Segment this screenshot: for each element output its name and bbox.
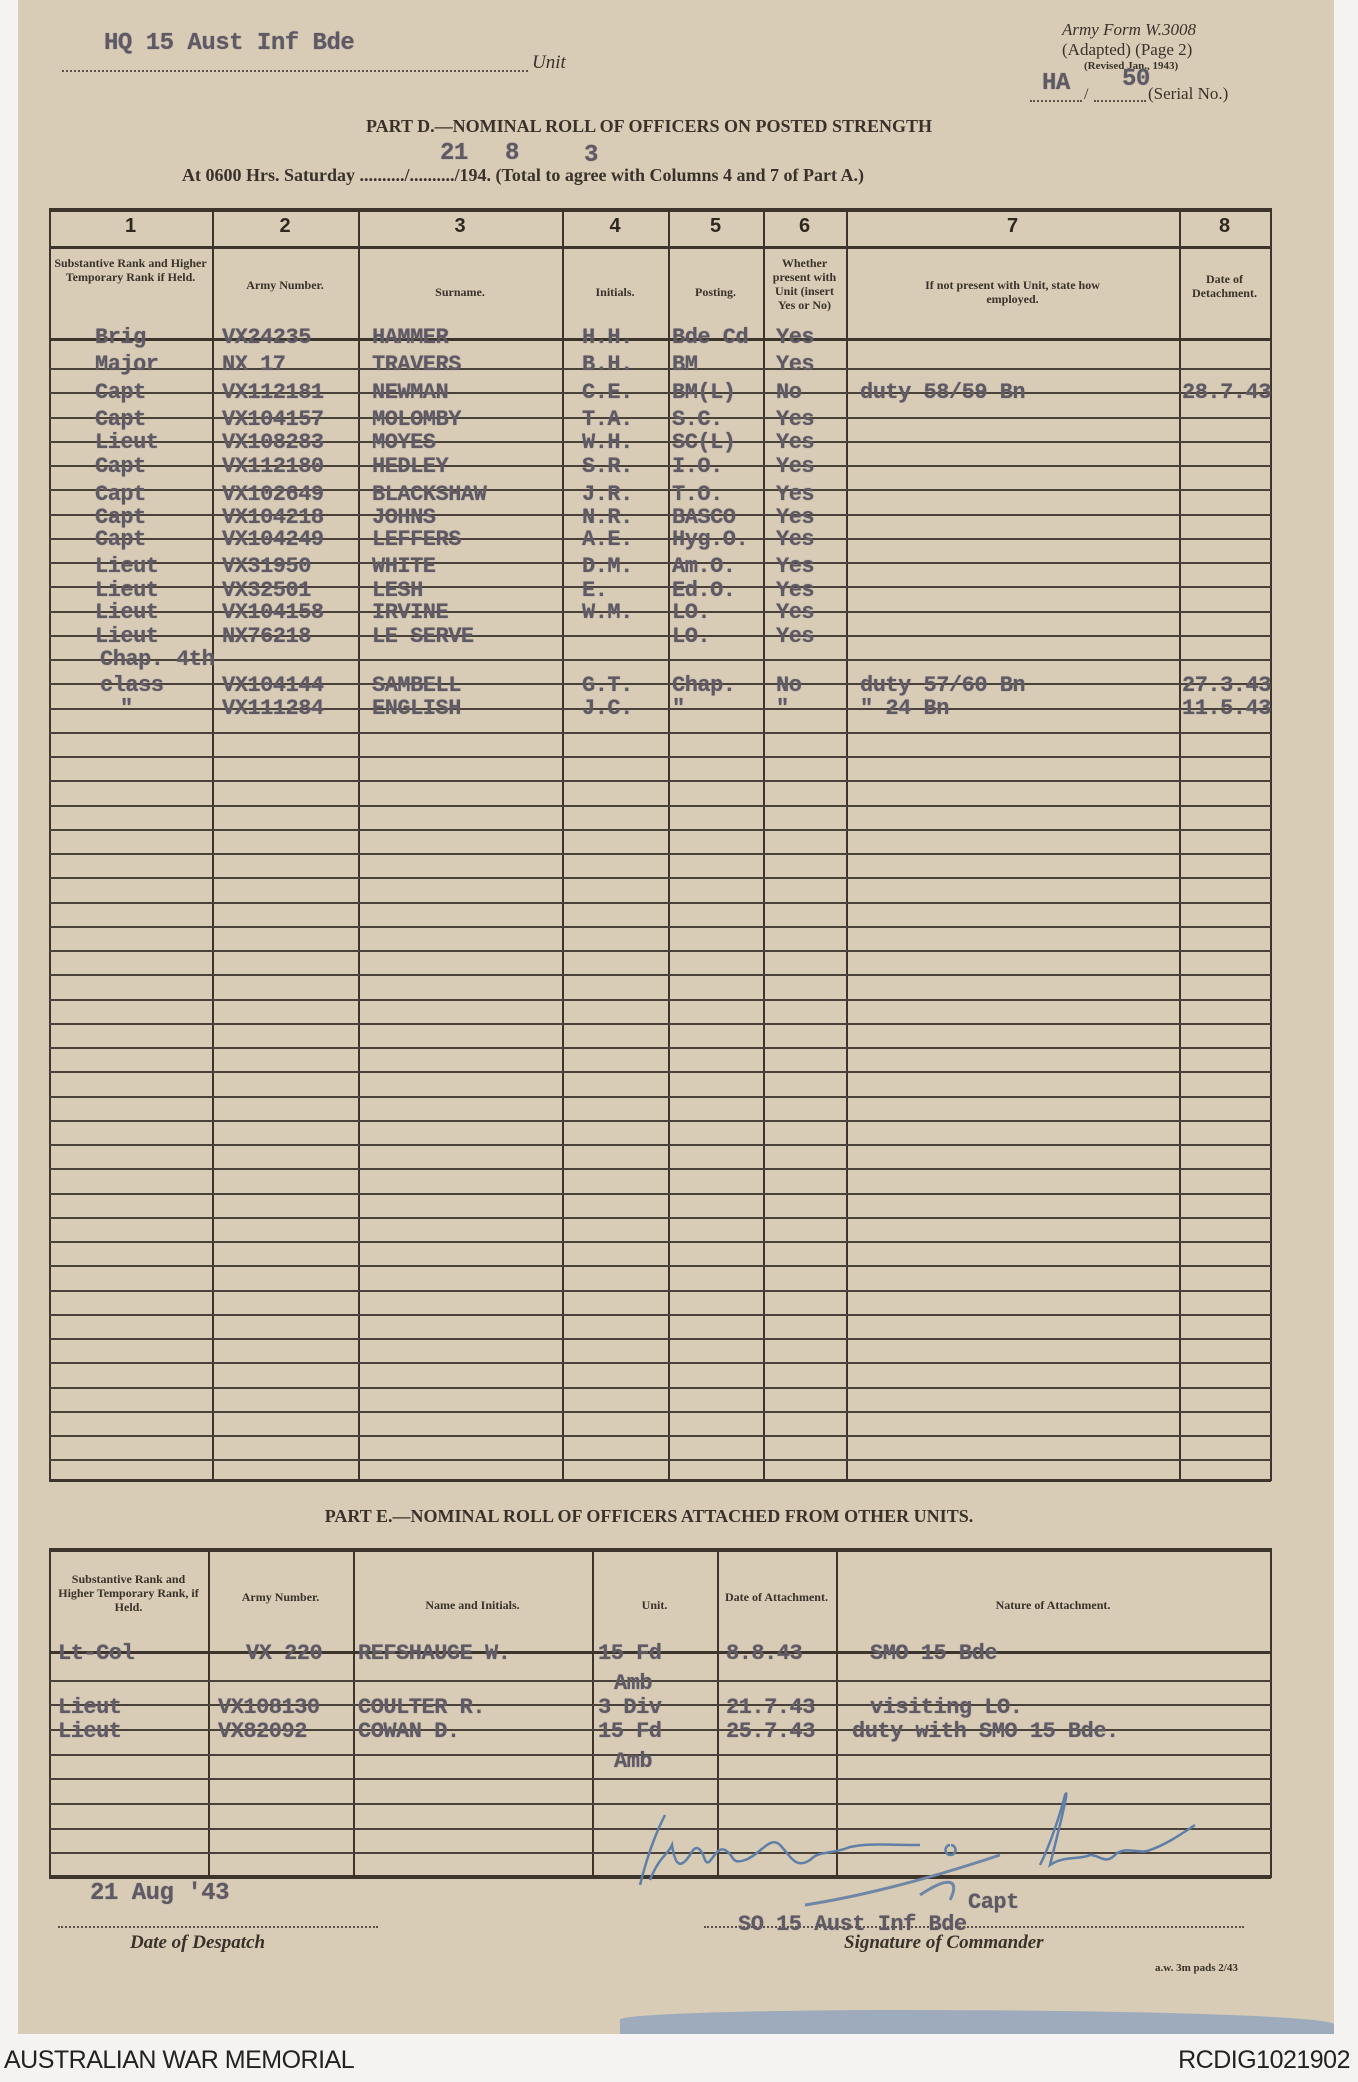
serial-dotted-line-2 — [1094, 100, 1146, 102]
name-cell: COULTER R. — [358, 1695, 486, 1720]
posting-cell: LO. — [672, 624, 711, 649]
posting-cell: BASCO — [672, 505, 736, 530]
army-number-cell: VX104157 — [222, 407, 324, 432]
row-rule — [49, 805, 1271, 807]
surname-cell: ENGLISH — [372, 696, 461, 721]
column-number: 4 — [609, 215, 621, 237]
column-header: Initials. — [595, 285, 635, 299]
row-rule — [49, 1120, 1271, 1122]
column-header: Name and Initials. — [425, 1598, 520, 1612]
surname-cell: HAMMER — [372, 325, 449, 350]
present-cell: Yes — [776, 407, 815, 432]
form-revised: (Revised Jan., 1943) — [1084, 60, 1179, 72]
row-rule — [49, 1338, 1271, 1340]
column-number: 6 — [798, 215, 811, 237]
commander-signature — [620, 1785, 1240, 1915]
surname-cell: WHITE — [372, 554, 436, 579]
attachment-date-cell: 21.7.43 — [726, 1695, 815, 1720]
print-code: a.w. 3m pads 2/43 — [1155, 1962, 1238, 1974]
part-e-top-rule — [49, 1548, 1271, 1552]
column-header: Surname. — [435, 285, 485, 299]
nature-cell: SMO 15 Bde — [870, 1641, 998, 1666]
rank-cell: Lieut — [95, 554, 159, 579]
surname-cell: LESH — [372, 578, 423, 603]
rank-cell: Lieut — [95, 430, 159, 455]
surname-cell: TRAVERS — [372, 352, 461, 377]
rank-cell: Capt — [95, 482, 146, 507]
unit-cell: 15 Fd — [598, 1641, 662, 1666]
row-rule — [49, 1023, 1271, 1025]
attachment-date-cell: 8.8.43 — [726, 1641, 803, 1666]
row-rule — [49, 974, 1271, 976]
present-cell: Yes — [776, 527, 815, 552]
serial-label: (Serial No.) — [1148, 84, 1229, 103]
form-adapted: (Adapted) (Page 2) — [1062, 40, 1193, 59]
army-number-cell: VX104158 — [222, 600, 324, 625]
employment-cell: duty 57/60 Bn — [860, 673, 1026, 698]
employment-cell: duty 58/59 Bn — [860, 380, 1026, 405]
initials-cell: G.T. — [582, 673, 633, 698]
attachment-date-cell: 25.7.43 — [726, 1719, 815, 1744]
posting-cell: BM(L) — [672, 380, 736, 405]
archive-reference: RCDIG1021902 — [1178, 2046, 1350, 2074]
detachment-date-cell: 28.7.43 — [1182, 380, 1271, 405]
army-number-cell: VX108130 — [218, 1695, 320, 1720]
initials-cell: D.M. — [582, 554, 633, 579]
rank-cell: Lieut — [58, 1719, 122, 1744]
unit-dotted-line — [62, 70, 528, 72]
present-cell: Yes — [776, 624, 815, 649]
row-rule — [49, 756, 1271, 758]
signature-unit: SO 15 Aust Inf Bde — [738, 1912, 967, 1937]
number-row-rule — [49, 246, 1271, 249]
surname-cell: SAMBELL — [372, 673, 461, 698]
row-rule — [49, 1411, 1271, 1413]
army-number-cell: NX76218 — [222, 624, 311, 649]
row-rule — [49, 1047, 1271, 1049]
rank-cell: Capt — [95, 380, 146, 405]
present-cell: Yes — [776, 352, 815, 377]
present-cell: Yes — [776, 430, 815, 455]
present-cell: No — [776, 673, 802, 698]
army-number-cell: VX104249 — [222, 527, 324, 552]
present-cell: Yes — [776, 505, 815, 530]
present-cell: Yes — [776, 482, 815, 507]
initials-cell: W.M. — [582, 600, 633, 625]
army-number-cell: VX 220 — [246, 1641, 323, 1666]
row-rule — [49, 1435, 1271, 1437]
row-rule — [49, 1217, 1271, 1219]
initials-cell: J.C. — [582, 696, 633, 721]
initials-cell: T.A. — [582, 407, 633, 432]
row-rule — [49, 1680, 1271, 1682]
surname-cell: LEFFERS — [372, 527, 461, 552]
surname-cell: MOLOMBY — [372, 407, 461, 432]
row-rule — [49, 1265, 1271, 1267]
signature-label: Signature of Commander — [844, 1932, 1044, 1953]
row-rule — [49, 732, 1271, 734]
row-rule — [49, 1241, 1271, 1243]
rank-cell: Capt — [95, 505, 146, 530]
present-cell: No — [776, 380, 802, 405]
army-number-cell: VX108283 — [222, 430, 324, 455]
nature-cell: visiting LO. — [870, 1695, 1023, 1720]
initials-cell: C.E. — [582, 380, 633, 405]
row-rule — [49, 1290, 1271, 1292]
initials-cell: E. — [582, 578, 608, 603]
signature-rank: Capt — [968, 1890, 1019, 1915]
table-top-rule — [49, 208, 1271, 212]
surname-cell: LE SERVE — [372, 624, 474, 649]
row-rule — [49, 1193, 1271, 1195]
column-header: Date of Attachment. — [725, 1590, 828, 1604]
initials-cell: S.R. — [582, 454, 633, 479]
army-number-cell: VX104218 — [222, 505, 324, 530]
date-month: 8 — [505, 140, 519, 167]
name-cell: COWAN D. — [358, 1719, 460, 1744]
despatch-dotted-line — [58, 1926, 378, 1928]
surname-cell: BLACKSHAW — [372, 482, 487, 507]
name-cell: REFSHAUGE W. — [358, 1641, 511, 1666]
column-header: Date of Detachment. — [1192, 272, 1257, 300]
rank-cell: Lieut — [58, 1695, 122, 1720]
column-number: 2 — [279, 215, 291, 237]
part-e-title: PART E.—NOMINAL ROLL OF OFFICERS ATTACHED FROM OTHER UNITS. — [324, 1506, 974, 1526]
row-rule — [49, 926, 1271, 928]
unit-label: Unit — [532, 52, 566, 73]
rank-cell: class — [100, 673, 164, 698]
initials-cell: N.R. — [582, 505, 633, 530]
army-number-cell: VX111284 — [222, 696, 324, 721]
part-d-title: PART D.—NOMINAL ROLL OF OFFICERS ON POSTED STRENGTH — [365, 116, 933, 136]
surname-cell: HEDLEY — [372, 454, 449, 479]
rank-cell: Capt — [95, 527, 146, 552]
surname-cell: JOHNS — [372, 505, 436, 530]
army-number-cell: VX32501 — [222, 578, 311, 603]
column-header: Nature of Attachment. — [995, 1598, 1111, 1612]
surname-cell: NEWMAN — [372, 380, 449, 405]
army-number-cell: VX112180 — [222, 454, 324, 479]
despatch-label: Date of Despatch — [130, 1932, 266, 1953]
form-name: Army Form W.3008 — [1062, 20, 1196, 39]
initials-cell: A.E. — [582, 527, 633, 552]
column-header: If not present with Unit, state how employed. — [925, 278, 1100, 306]
row-rule — [49, 999, 1271, 1001]
column-header: Substantive Rank and Higher Temporary Rank, if Held. — [58, 1572, 199, 1614]
row-rule — [49, 1387, 1271, 1389]
row-rule — [49, 1096, 1271, 1098]
row-rule — [49, 1071, 1271, 1073]
serial-dotted-line-1 — [1030, 100, 1082, 102]
rank-cell: " — [120, 696, 133, 721]
rank-cell: Capt — [95, 407, 146, 432]
detachment-date-cell: 27.3.43 — [1182, 673, 1271, 698]
row-rule — [49, 877, 1271, 879]
column-header: Army Number. — [241, 1590, 320, 1604]
column-header: Posting. — [694, 285, 736, 299]
army-number-cell: NX 17 — [222, 352, 286, 377]
column-number: 5 — [709, 215, 722, 237]
column-number: 3 — [454, 215, 466, 237]
unit-cell: 15 Fd — [598, 1719, 662, 1744]
initials-cell: W.H. — [582, 430, 633, 455]
row-rule — [49, 780, 1271, 782]
posting-cell: Hyg.O. — [672, 527, 749, 552]
row-rule — [49, 902, 1271, 904]
row-rule — [49, 1168, 1271, 1170]
serial-prefix: HA — [1042, 70, 1070, 97]
posting-cell: Bde Cd — [672, 325, 749, 350]
rank-cell: Capt — [95, 454, 146, 479]
present-cell: Yes — [776, 325, 815, 350]
army-number-cell: VX102649 — [222, 482, 324, 507]
rank-cell: Lieut — [95, 578, 159, 603]
row-rule — [49, 659, 1271, 661]
row-rule — [49, 1144, 1271, 1146]
row-rule — [49, 1754, 1271, 1756]
rank-cell: Brig — [95, 325, 146, 350]
surname-cell: MOYES — [372, 430, 436, 455]
nature-cell: duty with SMO 15 Bde. — [852, 1719, 1119, 1744]
date-year: 3 — [584, 142, 598, 169]
serial-number: 50 — [1122, 66, 1150, 93]
surname-cell: IRVINE — [372, 600, 449, 625]
posting-cell: T.O. — [672, 482, 723, 507]
present-cell: Yes — [776, 454, 815, 479]
serial-slash: / — [1084, 86, 1089, 103]
unit-value: HQ 15 Aust Inf Bde — [104, 30, 355, 57]
army-number-cell: VX82092 — [218, 1719, 307, 1744]
posting-cell: S.C. — [672, 407, 723, 432]
present-cell: Yes — [776, 554, 815, 579]
army-number-cell: VX112181 — [222, 380, 324, 405]
present-cell: Yes — [776, 578, 815, 603]
posting-cell: I.O. — [672, 454, 723, 479]
row-rule — [49, 829, 1271, 831]
row-rule — [49, 1459, 1271, 1461]
initials-cell: B.H. — [582, 352, 633, 377]
archive-institution: AUSTRALIAN WAR MEMORIAL — [4, 2046, 355, 2074]
posting-cell: Ed.O. — [672, 578, 736, 603]
column-header: Army Number. — [246, 278, 324, 292]
posting-cell: Am.O. — [672, 554, 736, 579]
rank-cell: Chap. 4th — [100, 647, 215, 672]
unit-cell-continued: Amb — [614, 1749, 653, 1774]
despatch-date: 21 Aug '43 — [90, 1880, 230, 1907]
rank-cell: Lt-Col — [58, 1641, 135, 1666]
column-number: 1 — [124, 215, 137, 237]
present-cell: Yes — [776, 600, 815, 625]
signature-stroke — [640, 1793, 1195, 1885]
present-cell: " — [776, 696, 789, 721]
row-rule — [49, 1778, 1271, 1780]
army-number-cell: VX31950 — [222, 554, 311, 579]
column-number: 8 — [1218, 215, 1231, 237]
posting-cell: Chap. — [672, 673, 736, 698]
posting-cell: " — [672, 696, 685, 721]
posting-cell: LO. — [672, 600, 711, 625]
rank-cell: Lieut — [95, 600, 159, 625]
detachment-date-cell: 11.5.43 — [1182, 696, 1271, 721]
unit-cell-continued: Amb — [614, 1671, 653, 1696]
posting-cell: BM — [672, 352, 698, 377]
row-rule — [49, 950, 1271, 952]
initials-cell: J.R. — [582, 482, 633, 507]
row-rule — [49, 1362, 1271, 1364]
rank-cell: Lieut — [95, 624, 159, 649]
army-number-cell: VX104144 — [222, 673, 324, 698]
column-number: 7 — [1006, 215, 1019, 237]
army-number-cell: VX24235 — [222, 325, 311, 350]
column-header: Unit. — [641, 1598, 668, 1612]
table-bottom-rule — [49, 1479, 1271, 1482]
row-rule — [49, 853, 1271, 855]
rank-cell: Major — [95, 352, 159, 377]
initials-cell: H.H. — [582, 325, 633, 350]
posting-cell: SC(L) — [672, 430, 736, 455]
employment-cell: " 24 Bn — [860, 696, 949, 721]
date-day: 21 — [440, 140, 468, 167]
column-header: Substantive Rank and Higher Temporary Rank if Held. — [54, 256, 207, 284]
column-header: Whether present with Unit (insert Yes or No) — [772, 256, 837, 312]
row-rule — [49, 1314, 1271, 1316]
unit-cell: 3 Div — [598, 1695, 662, 1720]
at-hours-line: At 0600 Hrs. Saturday ........../........../194. (Total to agree with Columns 4 and 7 of Part A.) — [182, 165, 865, 185]
